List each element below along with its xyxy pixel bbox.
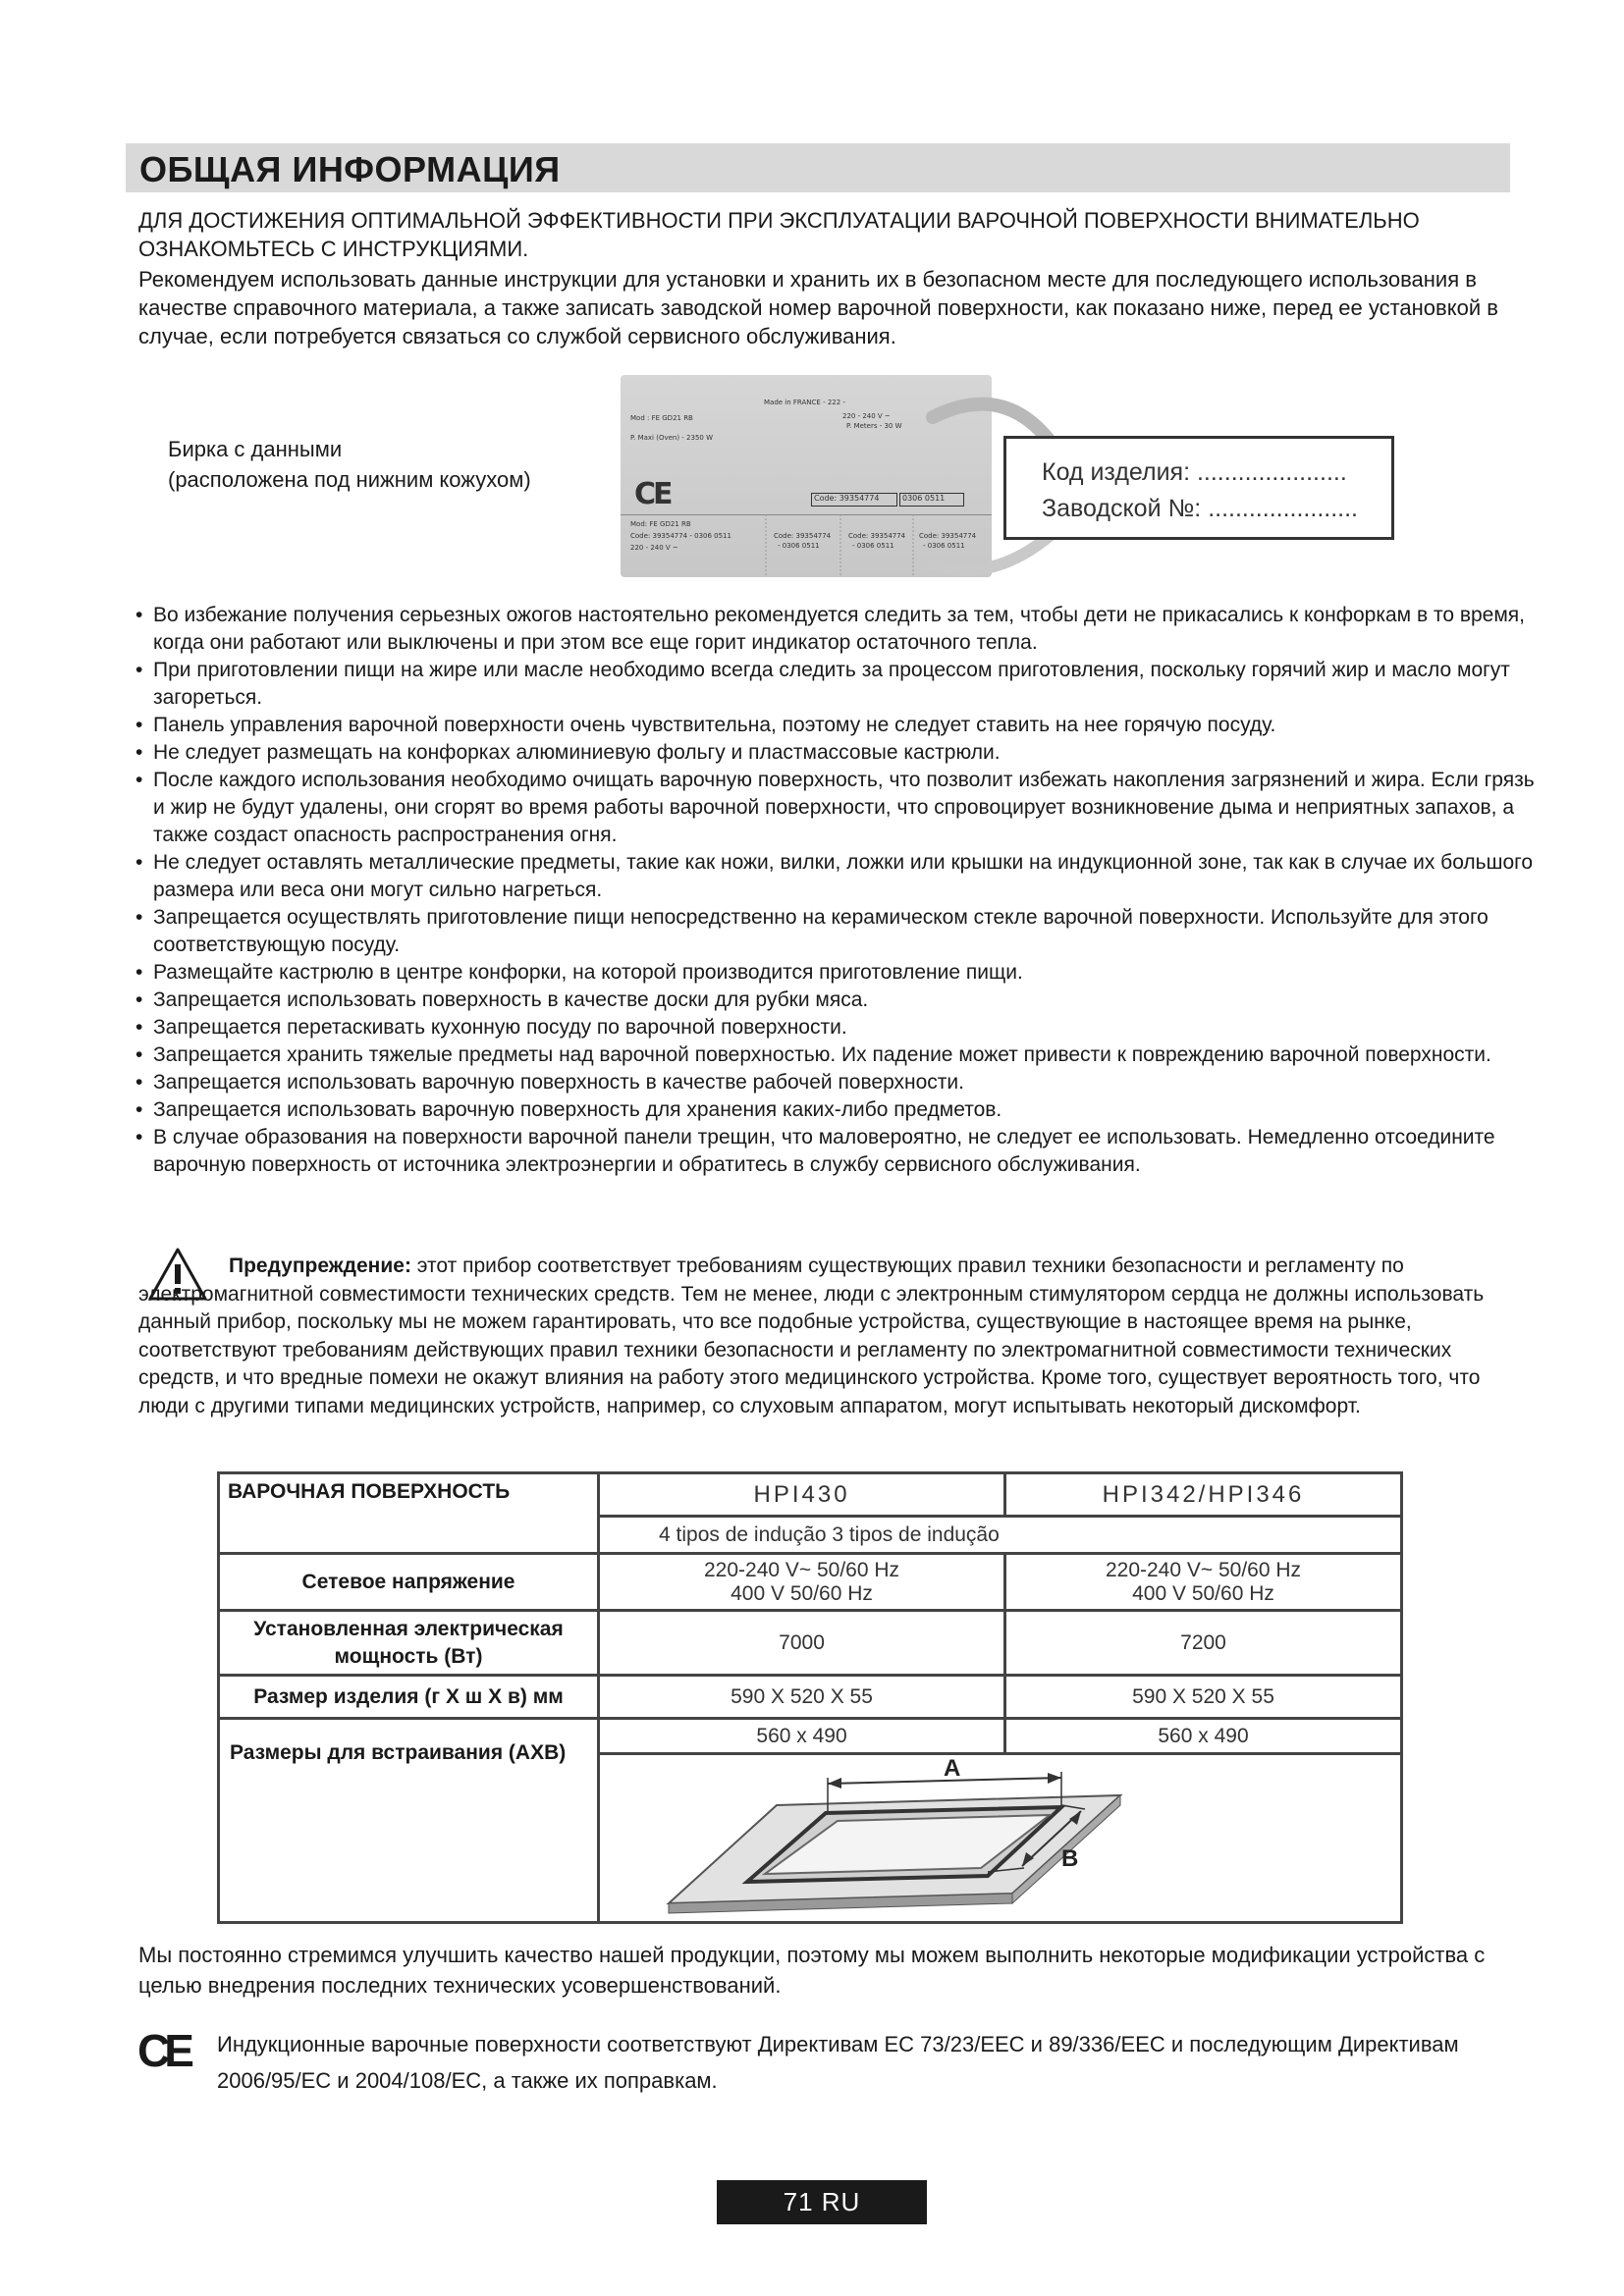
caption-line-2: (расположена под нижним кожухом) bbox=[168, 467, 531, 492]
plate-mod-bottom: Mod: FE GD21 RB bbox=[630, 520, 691, 528]
ce-mark-icon: CE bbox=[137, 2025, 189, 2076]
plate-stub-1-line-1: Code: 39354774 bbox=[774, 532, 832, 540]
list-item: • Запрещается хранить тяжелые предметы над варочной поверхностью. Их падение может привести к повреждению варочной поверхности. bbox=[134, 1041, 1538, 1069]
induction-zones-note: 4 tipos de indução 3 tipos de indução bbox=[599, 1517, 1402, 1554]
ce-compliance-text: Индукционные варочные поверхности соответствуют Директивам ЕС 73/23/EEC и 89/336/EEC и последующим Директивам 2006/95/EC и 2004/108/EC, а также их поправкам. bbox=[217, 2032, 1459, 2093]
warning-paragraph bbox=[138, 1253, 1533, 1420]
caption-line-1: Бирка с данными bbox=[168, 437, 343, 461]
plate-voltage: 220 - 240 V ~ bbox=[842, 412, 891, 420]
plate-mod-top: Mod : FE GD21 RB bbox=[630, 414, 693, 422]
plate-p-maxi: P. Maxi (Oven) - 2350 W bbox=[630, 434, 714, 442]
list-item: • Не следует оставлять металлические предметы, такие как ножи, вилки, ложки или крышки на индукционной зоне, так как в случае их большого размера или веса они могут сильно нагреться. bbox=[134, 849, 1538, 904]
spec-header-label: ВАРОЧНАЯ ПОВЕРХНОСТЬ bbox=[219, 1473, 599, 1554]
list-item: • В случае образования на поверхности варочной панели трещин, что маловероятно, не следует ее использовать. Немедленно отсоедините варочную поверхность от источника электроэнергии и обратитесь в службу сервисного обслуживания. bbox=[134, 1124, 1538, 1179]
list-item: • Не следует размещать на конфорках алюминиевую фольгу и пластмассовые кастрюли. bbox=[134, 739, 1538, 767]
plate-made-in: Made in FRANCE - 222 - bbox=[764, 399, 845, 406]
plate-code-box: Code: 39354774 bbox=[811, 493, 897, 507]
section-header bbox=[126, 143, 1510, 192]
rating-plate-caption bbox=[168, 434, 531, 495]
size-label: Размер изделия (г X ш X в) мм bbox=[219, 1676, 599, 1719]
plate-code-bottom: Code: 39354774 - 0306 0511 bbox=[630, 532, 731, 540]
list-item: • Запрещается использовать варочную поверхность в качестве рабочей поверхности. bbox=[134, 1069, 1538, 1096]
plate-p-meters: P. Meters - 30 W bbox=[846, 422, 902, 430]
list-item: • Размещайте кастрюлю в центре конфорки, на которой производится приготовление пищи. bbox=[134, 959, 1538, 987]
power-value-a: 7000 bbox=[599, 1611, 1005, 1676]
plate-stub-3-line-2: - 0306 0511 bbox=[923, 542, 965, 550]
safety-bullet-list bbox=[134, 602, 1538, 1179]
product-info-box bbox=[1003, 436, 1394, 540]
list-item: • Панель управления варочной поверхности очень чувствительна, поэтому не следует ставить на нее горячую посуду. bbox=[134, 712, 1538, 739]
section-title: ОБЩАЯ ИНФОРМАЦИЯ bbox=[139, 149, 561, 189]
size-value-a: 590 X 520 X 55 bbox=[599, 1676, 1005, 1719]
plate-stub-1-line-2: - 0306 0511 bbox=[778, 542, 820, 550]
plate-voltage-bottom: 220 - 240 V ~ bbox=[630, 544, 678, 552]
builtin-value-b: 560 x 490 bbox=[1005, 1719, 1402, 1754]
list-item: • После каждого использования необходимо очищать варочную поверхность, что позволит избежать накопления загрязнений и жира. Если грязь и жир не будут удалены, они сгорят во время работы варочной поверхности, что спровоцирует возникновение дыма и неприятных запахов, а также создаст опасность распространения огня. bbox=[134, 767, 1538, 849]
builtin-value-a: 560 x 490 bbox=[599, 1719, 1005, 1754]
model-a-header: HPI430 bbox=[599, 1473, 1005, 1517]
warning-label: Предупреждение: bbox=[229, 1255, 411, 1277]
builtin-label bbox=[219, 1719, 599, 1923]
intro-caps-text: ДЛЯ ДОСТИЖЕНИЯ ОПТИМАЛЬНОЙ ЭФФЕКТИВНОСТИ ПРИ ЭКСПЛУАТАЦИИ ВАРОЧНОЙ ПОВЕРХНОСТИ ВНИМАТЕЛЬНО ОЗНАКОМЬТЕСЬ С ИНСТРУКЦИЯМИ. bbox=[138, 208, 1420, 261]
plate-stub-2-line-2: - 0306 0511 bbox=[852, 542, 894, 550]
builtin-label-text: Размеры для встраивания (AXB) bbox=[230, 1741, 567, 1764]
cutout-diagram bbox=[600, 1756, 1397, 1921]
plate-stub-3-line-1: Code: 39354774 bbox=[919, 532, 977, 540]
dimension-a-label: A bbox=[944, 1755, 961, 1782]
voltage-value-a: 220-240 V~ 50/60 Hz 400 V 50/60 Hz bbox=[599, 1554, 1005, 1611]
power-label: Установленная электрическая мощность (Вт) bbox=[219, 1611, 599, 1676]
cutout-diagram-cell bbox=[599, 1754, 1402, 1923]
size-value-b: 590 X 520 X 55 bbox=[1005, 1676, 1402, 1719]
list-item: • Запрещается осуществлять приготовление пищи непосредственно на керамическом стекле варочной поверхности. Используйте для этого соответствующую посуду. bbox=[134, 904, 1538, 959]
list-item: • Запрещается использовать поверхность в качестве доски для рубки мяса. bbox=[134, 987, 1538, 1014]
spec-table bbox=[217, 1471, 1403, 1924]
warning-body: этот прибор соответствует требованиям существующих правил техники безопасности и регламенту по электромагнитной совместимости технических средств. Тем не менее, люди с электронным стимулятором сердца не должны использовать данный прибор, поскольку мы не можем гарантировать, что все подобные устройства, существующие в настоящее время на рынке, соответствуют требованиям действующих правил техники безопасности и регламенту по электромагнитной совместимости технических средств, и что вредные помехи не окажут влияния на работу этого медицинского устройства. Кроме того, существует вероятность того, что люди с другими типами медицинских устройств, например, со слуховым аппаратом, могут испытывать некоторый дискомфорт. bbox=[138, 1255, 1485, 1417]
page-number: 71 RU bbox=[717, 2180, 927, 2224]
list-item: • Запрещается использовать варочную поверхность для хранения каких-либо предметов. bbox=[134, 1096, 1538, 1124]
serial-number-field: Заводской №: ...................... bbox=[1042, 495, 1358, 522]
voltage-value-b: 220-240 V~ 50/60 Hz 400 V 50/60 Hz bbox=[1005, 1554, 1402, 1611]
plate-stub-2-line-1: Code: 39354774 bbox=[848, 532, 906, 540]
voltage-label: Сетевое напряжение bbox=[219, 1554, 599, 1611]
plate-ce-mark: CE bbox=[634, 477, 671, 511]
intro-paragraph: Рекомендуем использовать данные инструкции для установки и хранить их в безопасном месте для последующего использования в качестве справочного материала, а также записать заводской номер варочной поверхности, как показано ниже, перед ее установкой в случае, если потребуется связаться со службой сервисного обслуживания. bbox=[138, 267, 1498, 348]
product-code-field: Код изделия: ...................... bbox=[1042, 458, 1347, 486]
list-item: • Запрещается перетаскивать кухонную посуду по варочной поверхности. bbox=[134, 1014, 1538, 1041]
model-b-header: HPI342/HPI346 bbox=[1005, 1473, 1402, 1517]
footer-paragraph: Мы постоянно стремимся улучшить качество нашей продукции, поэтому мы можем выполнить некоторые модификации устройства с целью внедрения последних технических усовершенствований. bbox=[138, 1943, 1486, 1998]
plate-serial-box: 0306 0511 bbox=[899, 493, 964, 507]
list-item: • При приготовлении пищи на жире или масле необходимо всегда следить за процессом приготовления, поскольку горячий жир и масло могут загореться. bbox=[134, 657, 1538, 712]
list-item: • Во избежание получения серьезных ожогов настоятельно рекомендуется следить за тем, чтобы дети не прикасались к конфоркам в то время, когда они работают или выключены и при этом все еще горит индикатор остаточного тепла. bbox=[134, 602, 1538, 657]
dimension-b-label: B bbox=[1061, 1844, 1079, 1872]
power-value-b: 7200 bbox=[1005, 1611, 1402, 1676]
